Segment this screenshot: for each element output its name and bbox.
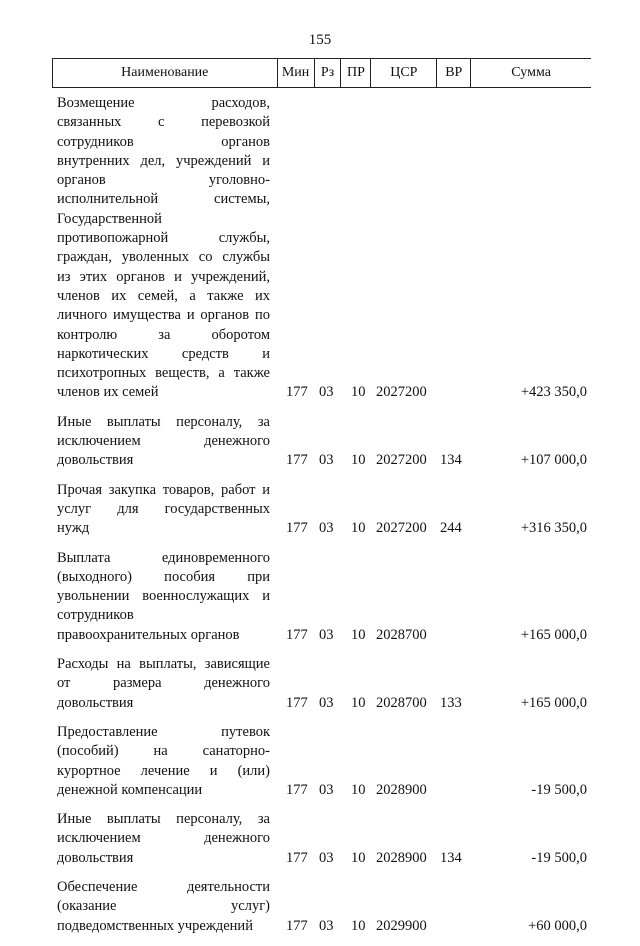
row-pr: 10 bbox=[351, 452, 366, 469]
row-min: 177 bbox=[286, 917, 308, 934]
row-name-line: (оказание услуг) bbox=[57, 898, 270, 915]
table-header bbox=[52, 58, 591, 88]
row-sum: -19 500,0 bbox=[531, 781, 587, 798]
table-row bbox=[57, 655, 587, 713]
row-codes bbox=[57, 451, 587, 470]
row-rz: 03 bbox=[319, 626, 334, 643]
row-codes bbox=[57, 694, 587, 713]
header-min: Мин bbox=[278, 59, 315, 87]
table-row bbox=[57, 878, 587, 936]
row-name-line: нужд bbox=[57, 520, 90, 537]
header-rz: Рз bbox=[315, 59, 342, 87]
row-name-line: исключением денежного bbox=[57, 433, 270, 450]
row-name-line: сотрудников bbox=[57, 607, 134, 624]
row-sum: +107 000,0 bbox=[520, 452, 587, 469]
row-min: 177 bbox=[286, 384, 308, 401]
row-name-line: сотрудников органов bbox=[57, 133, 270, 150]
row-min: 177 bbox=[286, 849, 308, 866]
row-name-line: связанных с перевозкой bbox=[57, 114, 270, 131]
row-csr: 2028900 bbox=[376, 849, 427, 866]
row-name-line: услуг для государственных bbox=[57, 500, 270, 517]
row-min: 177 bbox=[286, 452, 308, 469]
row-min: 177 bbox=[286, 694, 308, 711]
row-name-line: денежной компенсации bbox=[57, 781, 203, 798]
row-rz: 03 bbox=[319, 384, 334, 401]
row-rz: 03 bbox=[319, 694, 334, 711]
row-name-line: Прочая закупка товаров, работ и bbox=[57, 481, 270, 498]
row-codes bbox=[57, 781, 587, 800]
row-name-line: от размера денежного bbox=[57, 675, 270, 692]
table-row bbox=[57, 810, 587, 868]
row-csr: 2028900 bbox=[376, 781, 427, 798]
row-rz: 03 bbox=[319, 452, 334, 469]
header-vr: ВР bbox=[437, 59, 471, 87]
row-rz: 03 bbox=[319, 917, 334, 934]
row-rz: 03 bbox=[319, 520, 334, 537]
row-name-line: исключением денежного bbox=[57, 830, 270, 847]
row-name-line: граждан, уволенных со службы bbox=[57, 249, 270, 266]
row-rz: 03 bbox=[319, 849, 334, 866]
header-name: Наименование bbox=[53, 59, 278, 87]
row-csr: 2028700 bbox=[376, 626, 427, 643]
row-codes bbox=[57, 849, 587, 868]
row-name-line: контролю за оборотом bbox=[57, 326, 270, 343]
table-row bbox=[57, 549, 587, 645]
row-codes bbox=[57, 917, 587, 936]
row-sum: +423 350,0 bbox=[520, 384, 587, 401]
row-name-line: правоохранительных органов bbox=[57, 626, 240, 643]
row-name-line: членов их семей, а также их bbox=[57, 287, 270, 304]
row-pr: 10 bbox=[351, 781, 366, 798]
row-rz: 03 bbox=[319, 781, 334, 798]
row-name bbox=[57, 94, 270, 403]
row-name-line: Расходы на выплаты, зависящие bbox=[57, 656, 270, 673]
row-name-line: Возмещение расходов, bbox=[57, 95, 270, 111]
row-sum: +316 350,0 bbox=[520, 520, 587, 537]
row-name-line: внутренних дел, учреждений и bbox=[57, 152, 270, 169]
row-vr: 134 bbox=[440, 849, 462, 866]
row-vr: 134 bbox=[440, 452, 462, 469]
table-row bbox=[57, 413, 587, 471]
row-name-line: (выходного) пособия при bbox=[57, 568, 270, 585]
row-csr: 2027200 bbox=[376, 520, 427, 537]
row-pr: 10 bbox=[351, 626, 366, 643]
header-pr: ПР bbox=[341, 59, 371, 87]
row-codes bbox=[57, 626, 587, 645]
row-min: 177 bbox=[286, 520, 308, 537]
row-name-line: Предоставление путевок bbox=[57, 723, 270, 740]
row-name-line: Иные выплаты персоналу, за bbox=[57, 811, 270, 828]
table-row bbox=[57, 94, 587, 403]
row-vr: 133 bbox=[440, 694, 462, 711]
row-name-line: противопожарной службы, bbox=[57, 230, 270, 247]
row-sum: +165 000,0 bbox=[520, 694, 587, 711]
table-body bbox=[57, 94, 587, 946]
row-name-line: личного имущества и органов по bbox=[57, 307, 270, 324]
row-name-line: довольствия bbox=[57, 694, 134, 711]
row-name-line: Обеспечение деятельности bbox=[57, 878, 270, 895]
row-name-line: Государственной bbox=[57, 210, 162, 227]
row-pr: 10 bbox=[351, 917, 366, 934]
row-name-line: подведомственных учреждений bbox=[57, 917, 253, 934]
row-sum: +165 000,0 bbox=[520, 626, 587, 643]
row-name-line: Выплата единовременного bbox=[57, 549, 270, 566]
row-name-line: увольнении военнослужащих и bbox=[57, 588, 270, 605]
table-row bbox=[57, 481, 587, 539]
row-pr: 10 bbox=[351, 849, 366, 866]
table-row bbox=[57, 723, 587, 800]
row-min: 177 bbox=[286, 626, 308, 643]
row-pr: 10 bbox=[351, 520, 366, 537]
row-name-line: довольствия bbox=[57, 452, 134, 469]
row-min: 177 bbox=[286, 781, 308, 798]
row-csr: 2029900 bbox=[376, 917, 427, 934]
row-csr: 2028700 bbox=[376, 694, 427, 711]
row-name-line: (пособий) на санаторно- bbox=[57, 743, 270, 760]
row-name-line: членов их семей bbox=[57, 384, 159, 401]
row-codes bbox=[57, 383, 587, 402]
row-name-line: Иные выплаты персоналу, за bbox=[57, 413, 270, 430]
row-pr: 10 bbox=[351, 384, 366, 401]
row-name-line: наркотических средств и bbox=[57, 345, 270, 362]
header-csr: ЦСР bbox=[371, 59, 437, 87]
row-name-line: исполнительной системы, bbox=[57, 191, 270, 208]
row-pr: 10 bbox=[351, 694, 366, 711]
row-sum: +60 000,0 bbox=[528, 917, 587, 934]
row-csr: 2027200 bbox=[376, 452, 427, 469]
row-codes bbox=[57, 519, 587, 538]
header-sum: Сумма bbox=[511, 65, 551, 80]
page-number: 155 bbox=[308, 32, 332, 48]
row-name-line: довольствия bbox=[57, 849, 134, 866]
row-sum: -19 500,0 bbox=[531, 849, 587, 866]
row-name-line: курортное лечение и (или) bbox=[57, 762, 270, 779]
row-csr: 2027200 bbox=[376, 384, 427, 401]
row-name-line: из этих органов и учреждений, bbox=[57, 268, 270, 285]
row-vr: 244 bbox=[440, 520, 462, 537]
row-name-line: органов уголовно- bbox=[57, 172, 270, 189]
row-name-line: психотропных веществ, а также bbox=[57, 365, 270, 382]
